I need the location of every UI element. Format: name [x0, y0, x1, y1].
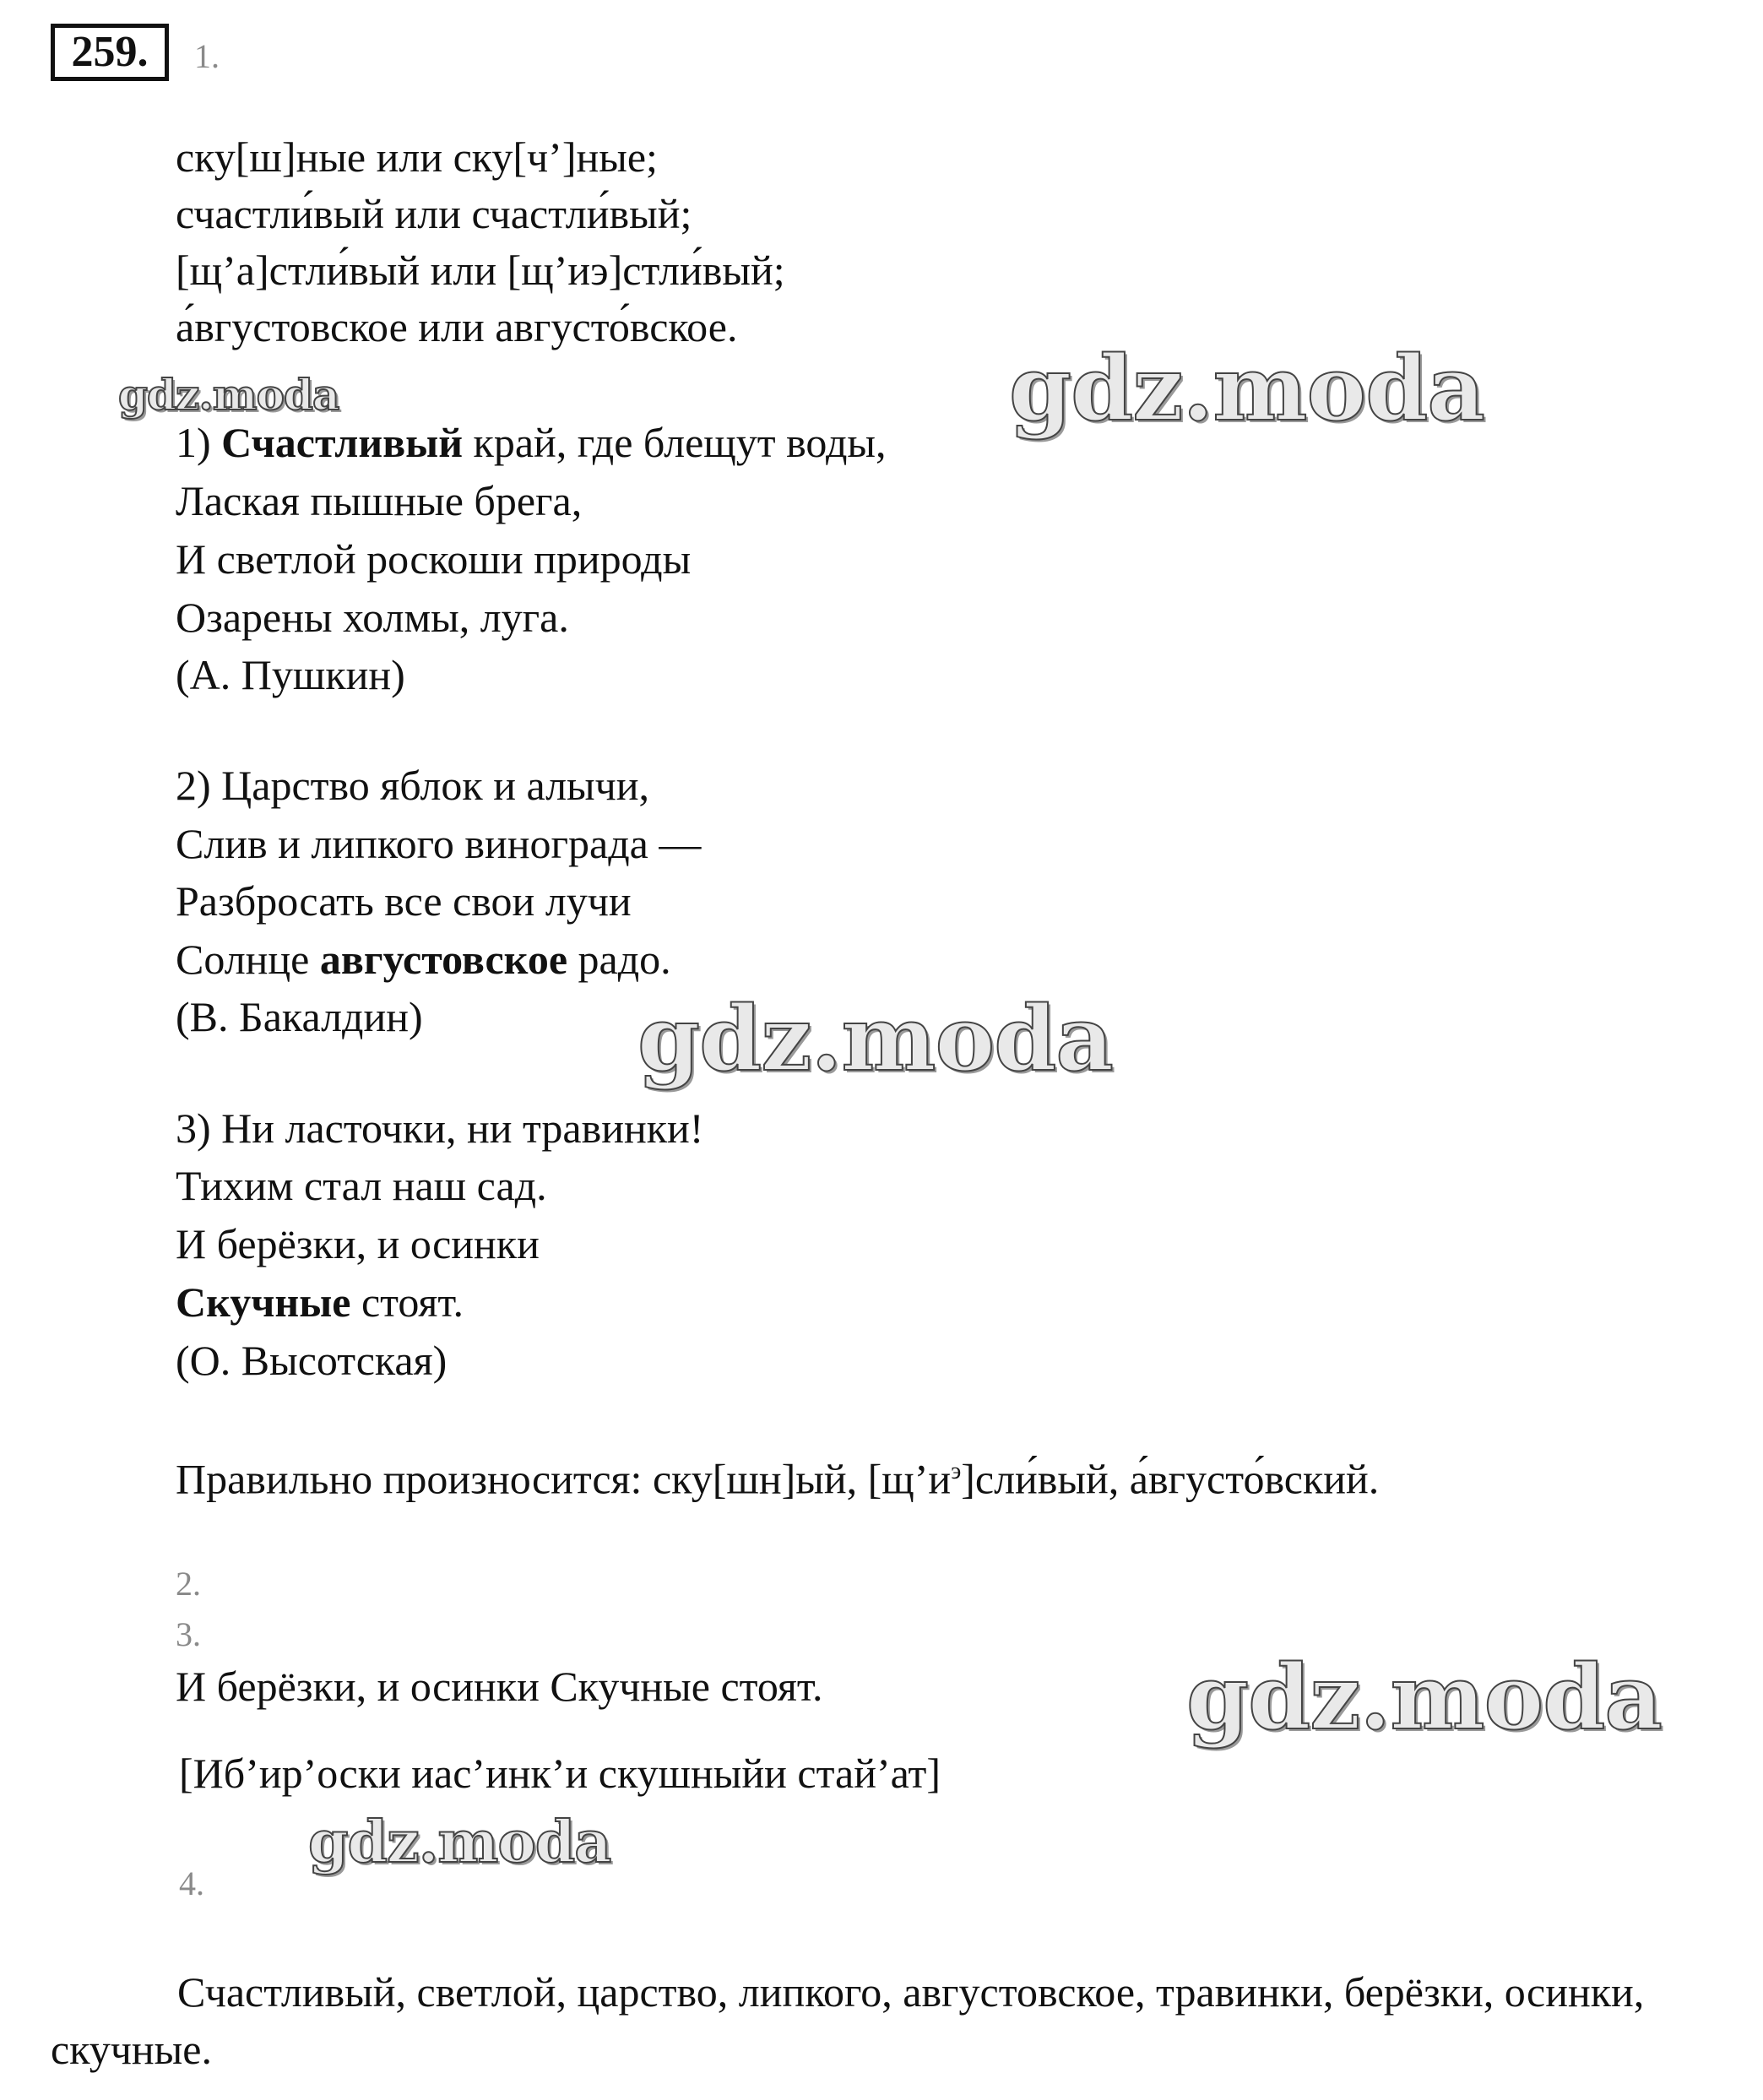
- task3-sentence: И берёзки, и осинки Скучные стоят.: [176, 1663, 823, 1710]
- correct-pronunciation-prefix: Правильно произносится: ску[шн]ый, [щ’и: [176, 1455, 952, 1503]
- task-2-label: 2.: [176, 1565, 201, 1603]
- watermark-logo: gdz.moda: [118, 370, 339, 420]
- option-line-3: [щ’а]стли́вый или [щ’иэ]стли́вый;: [176, 247, 785, 294]
- task-1-label: 1.: [194, 37, 220, 75]
- exercise-number: 259.: [51, 24, 169, 81]
- poem2-keyword: августовское: [319, 936, 568, 983]
- poem3-line-4-rest: стоят.: [350, 1278, 464, 1326]
- poem2-line-1: 2) Царство яблок и алычи,: [176, 762, 650, 809]
- poem1-line-1-rest: край, где блещут воды,: [463, 419, 887, 466]
- poem3-line-1: 3) Ни ласточки, ни травинки!: [176, 1104, 704, 1152]
- option-line-1: ску[ш]ные или ску[ч’]ные;: [176, 133, 658, 181]
- poem3-keyword: Скучные: [176, 1278, 351, 1326]
- correct-pronunciation-sup: э: [951, 1458, 962, 1484]
- poem1-line-1: [176, 416, 886, 469]
- poem1-number: 1): [176, 419, 222, 466]
- task-3-label: 3.: [176, 1615, 201, 1653]
- watermark-logo: gdz.moda: [1009, 335, 1484, 441]
- task4-answer: Счастливый, светлой, царство, липкого, августовское, травинки, берёзки, осинки, скучные.: [51, 1968, 1645, 2073]
- poem1-line-4: Озарены холмы, луга.: [176, 594, 569, 641]
- watermark-logo: gdz.moda: [1186, 1644, 1662, 1750]
- poem1-line-3: И светлой роскоши природы: [176, 535, 692, 583]
- correct-pronunciation: [176, 1446, 1379, 1506]
- task-4-label: 4.: [179, 1864, 204, 1902]
- option-line-4: а́вгустовское или августо́вское.: [176, 303, 738, 350]
- poem2-line-4-prefix: Солнце: [176, 936, 320, 983]
- watermark-logo: gdz.moda: [308, 1809, 611, 1876]
- poem3-author: (О. Высотская): [176, 1337, 448, 1384]
- poem3-line-2: Тихим стал наш сад.: [176, 1162, 547, 1209]
- poem2-line-4: [176, 933, 671, 985]
- poem1-line-2: Лаская пышные брега,: [176, 477, 583, 524]
- poem2-line-3: Разбросать все свои лучи: [176, 877, 632, 925]
- poem2-line-4-rest: радо.: [567, 936, 671, 983]
- poem2-author: (В. Бакалдин): [176, 993, 423, 1040]
- poem1-author: (А. Пушкин): [176, 651, 405, 698]
- poem1-keyword: Счастливый: [221, 419, 464, 466]
- watermark-logo: gdz.moda: [637, 985, 1113, 1091]
- task3-transcription: [Иб’ир’оски иас’инк’и скушныйи стай’ат]: [179, 1750, 941, 1797]
- poem3-line-4: [176, 1276, 464, 1328]
- poem2-line-2: Слив и липкого винограда —: [176, 820, 702, 867]
- option-line-2: счастли́вый или счастли́вый;: [176, 190, 692, 237]
- poem3-line-3: И берёзки, и осинки: [176, 1220, 540, 1267]
- correct-pronunciation-suffix: ]сли́вый, а́вгусто́вский.: [961, 1455, 1380, 1503]
